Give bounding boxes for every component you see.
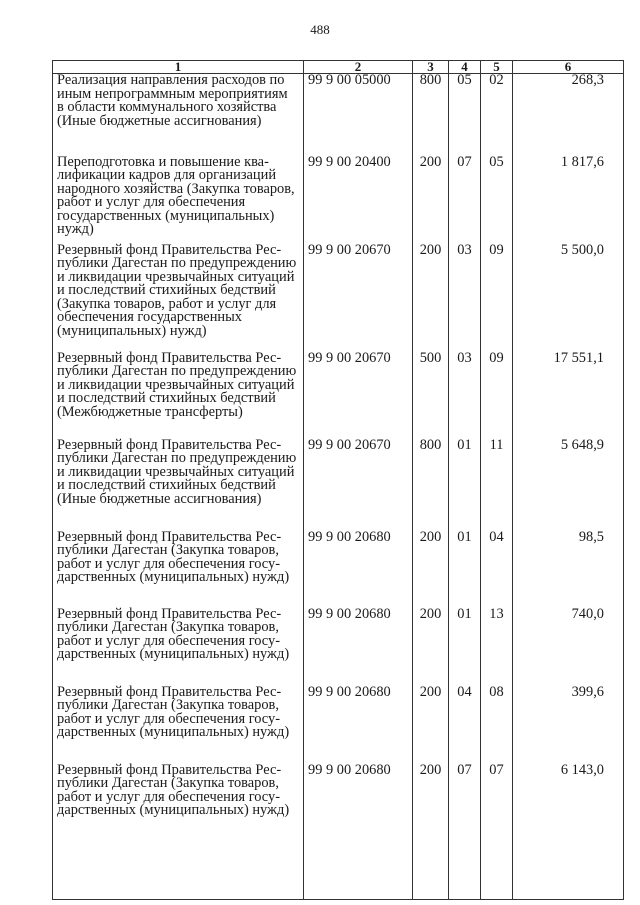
row-col-5: 08 [481,686,513,764]
header-col-1: 1 [53,61,304,74]
row-col-3: 200 [413,764,449,900]
row-code: 99 9 00 20670 [304,352,413,439]
row-col-3: 800 [413,74,449,156]
row-col-5: 11 [481,439,513,531]
table-row [53,764,624,900]
budget-table [52,60,624,900]
table-row [53,244,624,352]
row-col-5: 07 [481,764,513,900]
header-col-6: 6 [513,61,624,74]
header-col-5: 5 [481,61,513,74]
table-row [53,439,624,531]
row-col-3: 500 [413,352,449,439]
table-row [53,352,624,439]
row-description: Резервный фонд Правительства Республики Дагестан по предупреждению и ликвидации чрезвычайных ситуаций и последствий стихийных бедствий (Иные бюджетные ассигнования) [53,439,304,531]
row-col-3: 200 [413,156,449,244]
header-col-4: 4 [449,61,481,74]
row-amount: 6 143,0 [513,764,624,900]
row-col-5: 04 [481,531,513,608]
row-col-3: 200 [413,608,449,686]
row-col-4: 01 [449,439,481,531]
row-col-5: 13 [481,608,513,686]
row-col-4: 03 [449,244,481,352]
row-code: 99 9 00 20670 [304,439,413,531]
row-col-5: 09 [481,244,513,352]
header-col-2: 2 [304,61,413,74]
row-description: Реализация направления расходов по иным непрограммным мероприятиям в области коммунального хозяйства (Иные бюджетные ассигнования) [53,74,304,156]
row-amount: 5 500,0 [513,244,624,352]
row-description: Резервный фонд Правительства Республики Дагестан (Закупка товаров, работ и услуг для обеспечения государственных (муниципальных) нужд) [53,686,304,764]
row-description: Резервный фонд Правительства Республики Дагестан (Закупка товаров, работ и услуг для обеспечения государственных (муниципальных) нужд) [53,764,304,900]
row-amount: 268,3 [513,74,624,156]
row-col-5: 02 [481,74,513,156]
row-description: Переподготовка и повышение квалификации кадров для организаций народного хозяйства (Закупка товаров, работ и услуг для обеспечения государственных (муниципальных) нужд) [53,156,304,244]
row-code: 99 9 00 20680 [304,764,413,900]
row-description: Резервный фонд Правительства Республики Дагестан (Закупка товаров, работ и услуг для обеспечения государственных (муниципальных) нужд) [53,531,304,608]
row-description: Резервный фонд Правительства Республики Дагестан по предупреждению и ликвидации чрезвычайных ситуаций и последствий стихийных бедствий (Межбюджетные трансферты) [53,352,304,439]
row-amount: 740,0 [513,608,624,686]
row-amount: 1 817,6 [513,156,624,244]
row-amount: 17 551,1 [513,352,624,439]
table-row [53,531,624,608]
row-amount: 98,5 [513,531,624,608]
row-col-4: 04 [449,686,481,764]
row-col-4: 07 [449,156,481,244]
row-col-4: 03 [449,352,481,439]
row-amount: 5 648,9 [513,439,624,531]
row-code: 99 9 00 20400 [304,156,413,244]
table-row [53,74,624,156]
budget-table-container [52,60,623,900]
row-code: 99 9 00 05000 [304,74,413,156]
page-number: 488 [310,22,330,37]
row-col-3: 200 [413,686,449,764]
row-col-3: 200 [413,244,449,352]
table-row [53,156,624,244]
row-amount: 399,6 [513,686,624,764]
row-description: Резервный фонд Правительства Республики Дагестан по предупреждению и ликвидации чрезвычайных ситуаций и последствий стихийных бедствий (Закупка товаров, работ и услуг для обеспечения государственных (муниципальных) нужд) [53,244,304,352]
row-col-3: 200 [413,531,449,608]
row-col-4: 01 [449,608,481,686]
row-code: 99 9 00 20680 [304,686,413,764]
table-row [53,608,624,686]
row-col-4: 05 [449,74,481,156]
table-row [53,686,624,764]
row-col-3: 800 [413,439,449,531]
row-description: Резервный фонд Правительства Республики Дагестан (Закупка товаров, работ и услуг для обеспечения государственных (муниципальных) нужд) [53,608,304,686]
row-code: 99 9 00 20680 [304,608,413,686]
row-code: 99 9 00 20680 [304,531,413,608]
row-col-5: 09 [481,352,513,439]
row-col-5: 05 [481,156,513,244]
header-col-3: 3 [413,61,449,74]
row-code: 99 9 00 20670 [304,244,413,352]
row-col-4: 07 [449,764,481,900]
row-col-4: 01 [449,531,481,608]
